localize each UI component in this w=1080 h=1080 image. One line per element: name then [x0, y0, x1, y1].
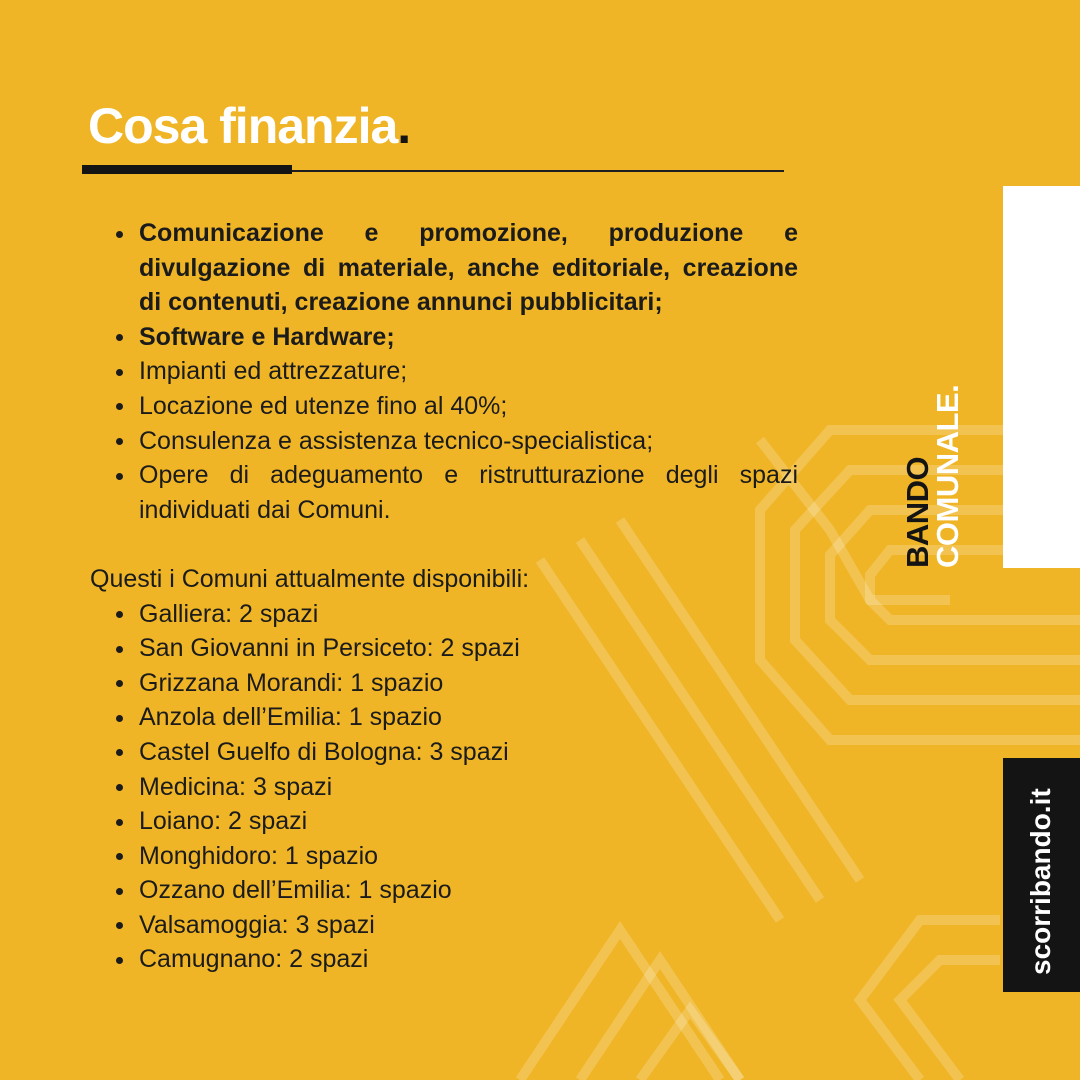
list-item: Loiano: 2 spazi	[90, 804, 798, 839]
page-title	[88, 96, 410, 156]
list-item: Castel Guelfo di Bologna: 3 spazi	[90, 735, 798, 770]
list-item: Opere di adeguamento e ristrutturazione degli spazi individuati dai Comuni.	[90, 458, 798, 527]
side-tag-word-1: BANDO	[900, 456, 935, 568]
list-item: Monghidoro: 1 spazio	[90, 839, 798, 874]
list-item: Ozzano dell’Emilia: 1 spazio	[90, 873, 798, 908]
title-dot: .	[397, 98, 411, 154]
title-underline-accent	[82, 165, 292, 174]
list-item: Camugnano: 2 spazi	[90, 942, 798, 977]
side-tag	[900, 384, 965, 568]
list-item: Galliera: 2 spazi	[90, 597, 798, 632]
list-item: Software e Hardware;	[90, 320, 798, 355]
list-item: Grizzana Morandi: 1 spazio	[90, 666, 798, 701]
municipalities-list	[90, 597, 798, 978]
side-panel-white	[1003, 186, 1080, 568]
title-text: Cosa finanzia	[88, 98, 398, 154]
list-item: San Giovanni in Persiceto: 2 spazi	[90, 631, 798, 666]
list-item: Valsamoggia: 3 spazi	[90, 908, 798, 943]
list-item: Impianti ed attrezzature;	[90, 354, 798, 389]
list-item: Locazione ed utenze fino al 40%;	[90, 389, 798, 424]
list-item: Comunicazione e promozione, produzione e divulgazione di materiale, anche editoriale, creazione di contenuti, creazione annunci pubblicitari;	[90, 216, 798, 320]
site-label: scorribando.it	[1025, 788, 1056, 975]
municipalities-intro: Questi i Comuni attualmente disponibili:	[90, 564, 530, 593]
list-item: Consulenza e assistenza tecnico-specialistica;	[90, 424, 798, 459]
funded-items-list	[90, 216, 798, 527]
side-tag-word-2: COMUNALE.	[930, 384, 965, 568]
list-item: Anzola dell’Emilia: 1 spazio	[90, 700, 798, 735]
list-item: Medicina: 3 spazi	[90, 770, 798, 805]
content-block	[90, 216, 798, 977]
